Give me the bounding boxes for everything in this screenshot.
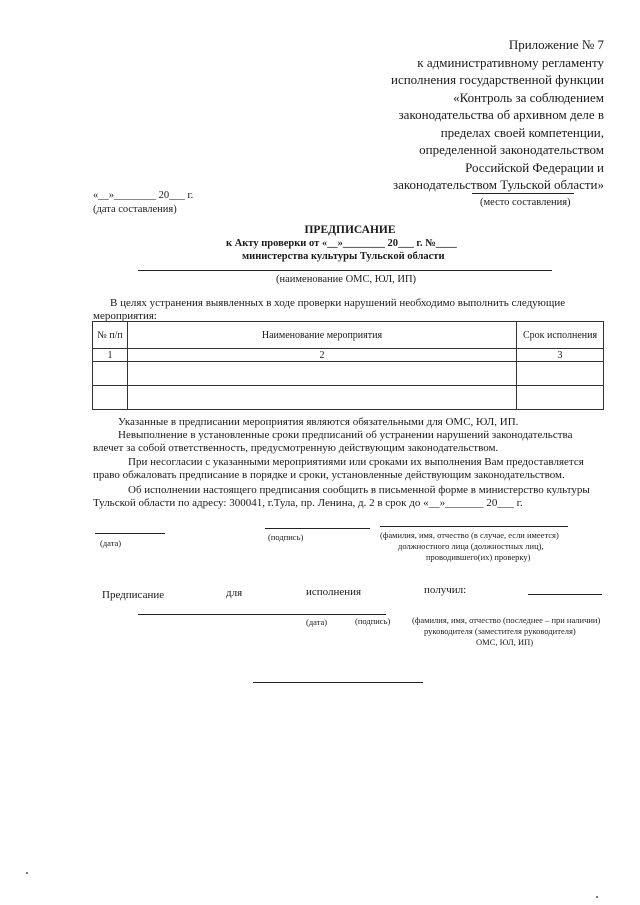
header-term: Срок исполнения [517,322,604,349]
bottom-line [253,682,423,683]
sign-signature-caption: (подпись) [268,532,304,542]
received-fio-caption: (фамилия, имя, отчество (последнее – при наличии) [412,615,601,625]
header-name: Наименование мероприятия [128,322,517,349]
date-caption: (дата составления) [93,204,177,215]
ministry-name: министерства культуры Тульской области [242,251,445,262]
sign-date-line [95,533,165,534]
document-title: ПРЕДПИСАНИЕ [304,224,396,236]
body-paragraph: Невыполнение в установленные сроки предписаний об устранении нарушений законодательства [118,429,573,441]
body-paragraph: влечет за собой ответственность, предусмотренную действующим законодательством. [93,442,499,454]
received-word: Предписание [102,589,165,601]
appendix-block [391,36,604,194]
received-date-caption: (дата) [306,617,328,627]
appendix-line: «Контроль за соблюдением [453,89,604,105]
received-line [528,594,602,595]
received-fio-caption: руководителя (заместителя руководителя) [424,626,576,636]
table-row [93,386,604,410]
sign-fio-caption: (фамилия, имя, отчество (в случае, если имеется) [380,530,559,540]
received-word: получил: [424,584,467,596]
appendix-line: законодательства об архивном деле в [398,107,604,122]
col-number: 2 [128,349,517,362]
sign-signature-line [265,528,370,529]
sign-date-caption: (дата) [100,538,122,548]
intro-line: В целях устранения выявленных в ходе проверки нарушений необходимо выполнить следующие [110,297,566,309]
table-number-row [93,349,604,362]
appendix-line: определенной законодательством [419,142,604,157]
subject-caption: (наименование ОМС, ЮЛ, ИП) [276,274,417,285]
col-number: 3 [517,349,604,362]
appendix-line: пределах своей компетенции, [440,124,604,140]
table-header-row [93,322,604,349]
act-reference: к Акту проверки от «__»________ 20___ г. №____ [226,238,457,249]
appendix-line: к административному регламенту [417,54,604,70]
sign-fio-caption: проводившего(их) проверку) [426,552,531,562]
appendix-line: Российской Федерации и [465,159,604,175]
body-paragraph: право обжаловать предписание в порядке и сроки, установленные действующим законодательством. [93,469,565,481]
body-paragraph: При несогласии с указанными мероприятиями или сроками их выполнения Вам предоставляется [128,456,584,468]
body-paragraph: Тульской области по адресу: 300041, г.Тула, пр. Ленина, д. 2 в срок до «__»_______ 20___ г. [93,497,523,509]
appendix-line: Приложение № 7 [508,37,604,52]
col-number: 1 [93,349,128,362]
table-row [93,362,604,386]
body-paragraph: Об исполнении настоящего предписания сообщить в письменной форме в министерство культуры [128,484,590,496]
subject-line [138,270,552,271]
appendix-line: исполнения государственной функции [390,72,604,87]
scan-speck [596,896,598,898]
scan-speck [26,872,28,874]
place-line [472,193,574,194]
received-word: исполнения [306,586,362,598]
measures-table [92,321,604,410]
body-paragraph: Указанные в предписании мероприятия являются обязательными для ОМС, ЮЛ, ИП. [118,416,519,428]
place-caption: (место составления) [480,197,571,208]
header-num: № п/п [93,322,128,349]
received-word: для [226,587,243,599]
intro-line: мероприятия: [93,310,157,322]
appendix-line: законодательством Тульской области» [392,177,604,192]
date-line: «__»________ 20___ г. [93,190,194,201]
received-fio-caption: ОМС, ЮЛ, ИП) [476,637,534,647]
sign-fio-line [380,526,568,527]
received-signature-caption: (подпись) [355,616,391,626]
received-main-line [138,614,386,615]
sign-fio-caption: должностного лица (должностных лиц), [398,541,544,551]
